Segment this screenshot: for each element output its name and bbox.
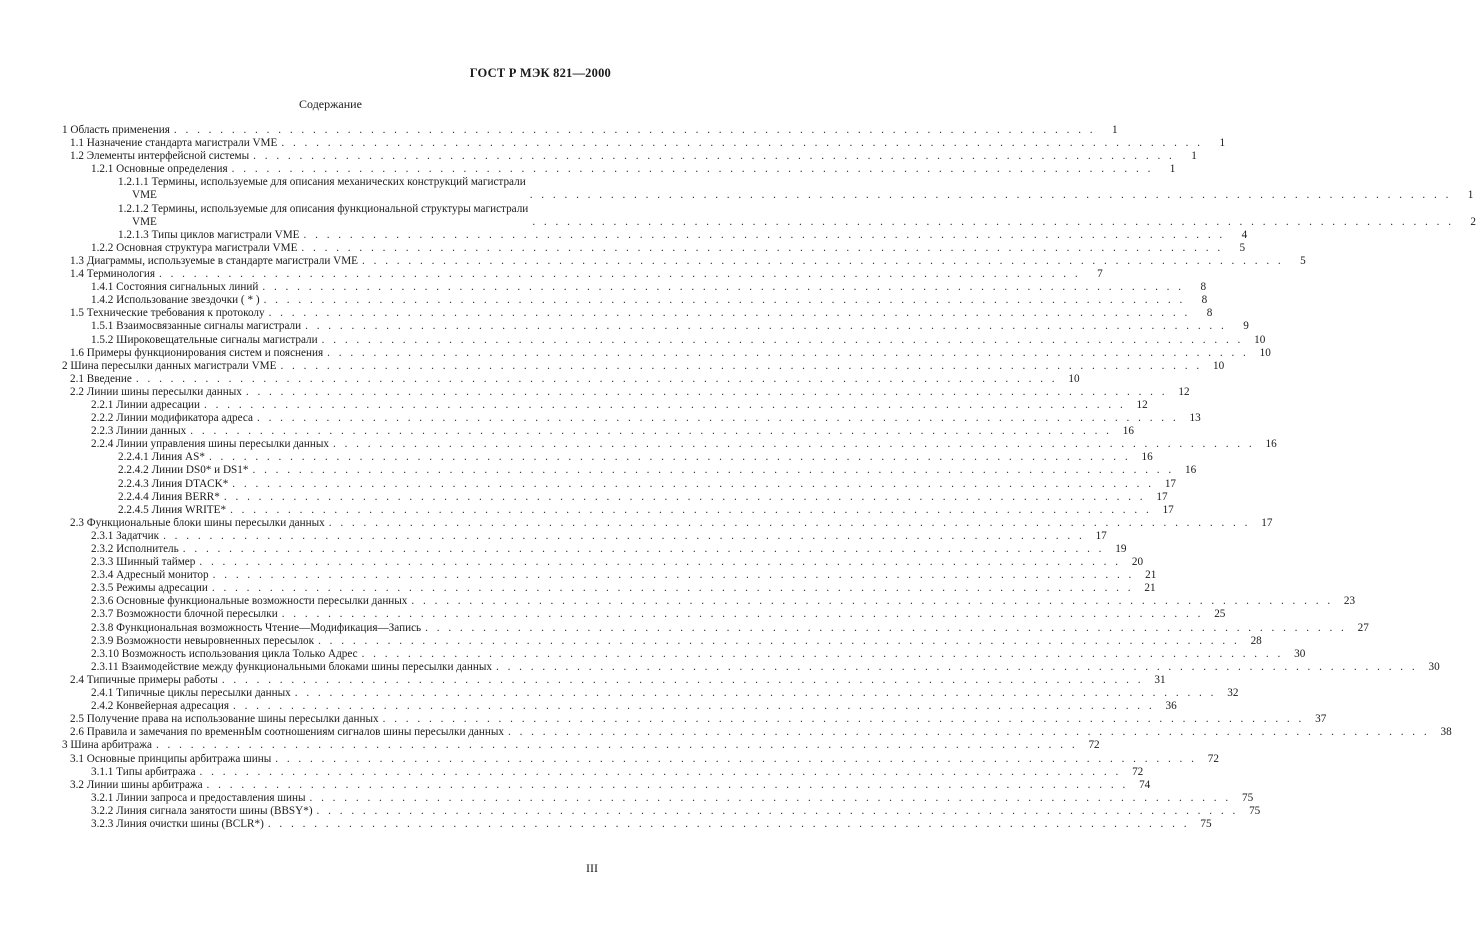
toc-entry-page: 72: [1132, 765, 1144, 778]
toc-entry-title: 1.3 Диаграммы, используемые в стандарте магистрали VME: [70, 254, 359, 267]
dot-leader: . . . . . . . . . . . . . . . . . . . . . . . . . . . . . . . . . . . . . . . . . . . . . . . . . . . . . . . . . . . . . . . . . . . . . . . . . . . . . . . .: [230, 503, 1152, 516]
dot-leader: . . . . . . . . . . . . . . . . . . . . . . . . . . . . . . . . . . . . . . . . . . . . . . . . . . . . . . . . . . . . . . . . . . . . . . . . . . . . . . . .: [321, 333, 1244, 346]
page-number: III: [586, 861, 598, 875]
dot-leader: . . . . . . . . . . . . . . . . . . . . . . . . . . . . . . . . . . . . . . . . . . . . . . . . . . . . . . . . . . . . . . . . . . . . . . . . . . . . . . . .: [328, 516, 1251, 529]
toc-entry: [62, 516, 1273, 530]
toc-entry: [62, 412, 1201, 425]
dot-leader: . . . . . . . . . . . . . . . . . . . . . . . . . . . . . . . . . . . . . . . . . . . . . . . . . . . . . . . . . . . . . . . . . . . . . . . . . . . . . . . .: [173, 124, 1096, 136]
toc-entry-title: 2.3.10 Возможность использования цикла Только Адрес: [91, 647, 358, 660]
toc-entry-page: 17: [1164, 477, 1176, 490]
toc-entry-page: 1: [1219, 137, 1226, 150]
toc-entry: [62, 543, 1127, 556]
toc-entry-page: 75: [1200, 817, 1212, 830]
toc-entry: [62, 333, 1266, 347]
toc-entry-page: 12: [1178, 385, 1190, 398]
dot-leader: . . . . . . . . . . . . . . . . . . . . . . . . . . . . . . . . . . . . . . . . . . . . . . . . . . . . . . . . . . . . . . . . . . . . . . . . . . . . . . . .: [332, 438, 1255, 451]
toc-entry-page: 21: [1144, 582, 1156, 595]
toc-entry-title: 2.3.9 Возможности невыровненных пересылок: [91, 634, 315, 647]
toc-entry-page: 1: [1111, 124, 1118, 136]
dot-leader: . . . . . . . . . . . . . . . . . . . . . . . . . . . . . . . . . . . . . . . . . . . . . . . . . . . . . . . . . . . . . . . . . . . . . . . . . . . . . . . .: [212, 569, 1135, 582]
toc-entry-page: 5: [1300, 254, 1306, 267]
toc-entry-title: 3.2.1 Линии запроса и предоставления шины: [91, 791, 306, 804]
toc-entry-page: 10: [1259, 346, 1271, 359]
toc-entry-text: [91, 425, 188, 438]
toc-entry-text: [91, 766, 198, 779]
toc-entry: [62, 817, 1212, 831]
toc-entry-text: [91, 805, 315, 818]
toc-entry: [62, 202, 1476, 229]
toc-entry-text: [91, 648, 360, 661]
toc-entry-page: 72: [1088, 739, 1100, 752]
toc-entry: [62, 595, 1356, 608]
toc-entry-page: 27: [1357, 621, 1369, 634]
toc-entry-title: 1.2.1 Основные определения: [91, 163, 228, 176]
toc-entry-text: [70, 726, 506, 739]
document-header: ГОСТ Р МЭК 821—2000: [469, 66, 611, 80]
toc-entry-title: 2.2.4.5 Линия WRITE*: [118, 503, 227, 516]
toc-entry-text: [91, 635, 316, 648]
dot-leader: . . . . . . . . . . . . . . . . . . . . . . . . . . . . . . . . . . . . . . . . . . . . . . . . . . . . . . . . . . . . . . . . . . . . . . . . . . . . . . . .: [425, 621, 1347, 634]
dot-leader: . . . . . . . . . . . . . . . . . . . . . . . . . . . . . . . . . . . . . . . . . . . . . . . . . . . . . . . . . . . . . . . . . . . . . . . . . . . . . . . .: [256, 412, 1179, 425]
toc-entry-text: [91, 412, 255, 425]
toc-entry-text: [91, 163, 230, 176]
toc-entry: [62, 752, 1219, 766]
toc-entry-text: [91, 818, 266, 831]
toc-entry-title: 1 Область применения: [62, 124, 170, 136]
toc-entry-page: 37: [1315, 713, 1327, 726]
toc-entry-text: [91, 792, 307, 805]
toc-entry: [62, 398, 1148, 412]
toc-entry-title: 2.2.4.2 Линии DS0* и DS1*: [118, 464, 249, 477]
toc-entry: [62, 438, 1277, 451]
toc-entry: [62, 765, 1144, 779]
toc-entry-text: [91, 543, 181, 556]
toc-entry-text: [70, 347, 325, 360]
dot-leader: . . . . . . . . . . . . . . . . . . . . . . . . . . . . . . . . . . . . . . . . . . . . . . . . . . . . . . . . . . . . . . . . . . . . . . . . . . . . . . . .: [232, 477, 1154, 490]
toc-entry-text: [91, 595, 409, 608]
toc-entry-text: [91, 334, 320, 347]
toc-entry-text: [91, 608, 280, 621]
dot-leader: . . . . . . . . . . . . . . . . . . . . . . . . . . . . . . . . . . . . . . . . . . . . . . . . . . . . . . . . . . . . . . . . . . . . . . . . . . . . . . . .: [309, 791, 1232, 804]
toc-entry-title: 2.2.4.1 Линия AS*: [118, 451, 205, 464]
toc-entry-text: [91, 320, 303, 333]
toc-entry-title: 2.3.7 Возможности блочной пересылки: [91, 608, 278, 621]
toc-entry-page: 16: [1141, 451, 1153, 464]
toc-entry-title: 2.2.1 Линии адресации: [91, 398, 201, 411]
toc-entry: [62, 726, 1452, 739]
dot-leader: . . . . . . . . . . . . . . . . . . . . . . . . . . . . . . . . . . . . . . . . . . . . . . . . . . . . . . . . . . . . . . . . . . . . . . . . . . . . . . . .: [190, 425, 1112, 438]
toc-entry-text: [70, 307, 267, 320]
toc-entry-text: [70, 137, 279, 150]
toc-entry: [62, 673, 1166, 687]
toc-entry-text: [62, 739, 154, 752]
toc-entry-title: 2 Шина пересылки данных магистрали VME: [62, 359, 277, 372]
toc-entry-text: [70, 268, 157, 281]
toc-entry-title: 2.4.1 Типичные циклы пересылки данных: [91, 687, 291, 700]
toc-entry-title: 1.2.1.1 Термины, используемые для описания механических конструкций магистрали: [118, 176, 526, 189]
toc-entry: [62, 124, 1118, 137]
toc-entry-page: 20: [1131, 556, 1144, 569]
toc-entry-text: [118, 451, 207, 464]
dot-leader: . . . . . . . . . . . . . . . . . . . . . . . . . . . . . . . . . . . . . . . . . . . . . . . . . . . . . . . . . . . . . . . . . . . . . . . . . . . . . . . .: [263, 294, 1186, 307]
toc-entry-page: 31: [1154, 673, 1166, 686]
toc-entry: [62, 294, 1208, 307]
toc-entry: [62, 621, 1369, 635]
toc-entry-page: 72: [1207, 752, 1219, 765]
toc-entry-title: 3.1.1 Типы арбитража: [91, 765, 196, 778]
toc-entry-page: 38: [1440, 726, 1452, 739]
toc-entry-title: 2.1 Введение: [70, 372, 132, 385]
toc-entry-page: 1: [1169, 163, 1176, 176]
toc-entry-title: 2.3 Функциональные блоки шины пересылки данных: [70, 516, 325, 529]
toc-entry: [62, 490, 1168, 504]
toc-entry-page: 13: [1189, 412, 1201, 425]
toc-entry-title: 2.2.4.4 Линия BERR*: [118, 490, 220, 503]
dot-leader: . . . . . . . . . . . . . . . . . . . . . . . . . . . . . . . . . . . . . . . . . . . . . . . . . . . . . . . . . . . . . . . . . . . . . . . . . . . . . . . .: [199, 765, 1122, 778]
toc-entry-page: 25: [1214, 608, 1226, 621]
toc-entry-title: 1.2.1.2 Термины, используемые для описания функциональной структуры магистрали: [118, 202, 529, 215]
dot-leader: . . . . . . . . . . . . . . . . . . . . . . . . . . . . . . . . . . . . . . . . . . . . . . . . . . . . . . . . . . . . . . . . . . . . . . . . . . . . . . . .: [158, 268, 1081, 281]
toc-entry-page: 4: [1241, 228, 1248, 241]
dot-leader: . . . . . . . . . . . . . . . . . . . . . . . . . . . . . . . . . . . . . . . . . . . . . . . . . . . . . . . . . . . . . . . . . . . . . . . . . . . . . . . .: [281, 608, 1204, 621]
toc-entry-page: 10: [1068, 372, 1080, 385]
toc-entry-text: [62, 360, 278, 373]
toc-entry: [62, 713, 1327, 726]
toc-entry-text: [118, 464, 250, 477]
dot-leader: . . . . . . . . . . . . . . . . . . . . . . . . . . . . . . . . . . . . . . . . . . . . . . . . . . . . . . . . . . . . . . . . . . . . . . . . . . . . . . . .: [253, 150, 1175, 163]
toc-entry-title: 1.5 Технические требования к протоколу: [70, 307, 265, 320]
dot-leader: . . . . . . . . . . . . . . . . . . . . . . . . . . . . . . . . . . . . . . . . . . . . . . . . . . . . . . . . . . . . . . . . . . . . . . . . . . . . . . . .: [305, 320, 1227, 333]
toc-entry: [62, 346, 1271, 360]
toc-entry-page: 16: [1122, 425, 1134, 438]
toc-entry: [62, 778, 1151, 792]
dot-leader: . . . . . . . . . . . . . . . . . . . . . . . . . . . . . . . . . . . . . . . . . . . . . . . . . . . . . . . . . . . . . . . . . . . . . . . . . . . . . . . .: [262, 281, 1185, 294]
toc-entry-title: 2.2.4.3 Линия DTACK*: [118, 477, 229, 490]
dot-leader: . . . . . . . . . . . . . . . . . . . . . . . . . . . . . . . . . . . . . . . . . . . . . . . . . . . . . . . . . . . . . . . . . . . . . . . . . . . . . . . .: [361, 647, 1284, 660]
toc-entry: [62, 359, 1225, 373]
toc-entry-title: 1.2.1.3 Типы циклов магистрали VME: [118, 228, 300, 241]
toc-entry-page: 10: [1254, 333, 1266, 346]
toc-entry-text: [91, 622, 423, 635]
toc-entry-title: 3.1 Основные принципы арбитража шины: [70, 752, 272, 765]
toc-entry-text: [118, 229, 302, 242]
dot-leader: . . . . . . . . . . . . . . . . . . . . . . . . . . . . . . . . . . . . . . . . . . . . . . . . . . . . . . . . . . . . . . . . . . . . . . . . . . . . . . . .: [231, 163, 1154, 176]
toc-entry-page: 16: [1184, 464, 1197, 477]
toc-entry: [62, 660, 1440, 674]
toc-entry-page: 9: [1243, 320, 1249, 333]
toc-entry: [62, 687, 1239, 700]
toc-entry-text: [70, 150, 251, 163]
toc-entry-text: [91, 294, 262, 307]
dot-leader: . . . . . . . . . . . . . . . . . . . . . . . . . . . . . . . . . . . . . . . . . . . . . . . . . . . . . . . . . . . . . . . . . . . . . . . . . . . . . . . .: [206, 778, 1129, 791]
toc-entry-page: 2: [1470, 215, 1476, 228]
dot-leader: . . . . . . . . . . . . . . . . . . . . . . . . . . . . . . . . . . . . . . . . . . . . . . . . . . . . . . . . . . . . . . . . . . . . . . . . . . . . . . . .: [327, 346, 1249, 359]
toc-entry-text: [62, 124, 172, 137]
toc-entry: [62, 477, 1176, 491]
toc-entry-page: 75: [1249, 804, 1261, 817]
toc-entry-page: 5: [1239, 241, 1246, 254]
toc-entry-text: [91, 438, 331, 451]
toc-entry-text: [70, 255, 360, 268]
dot-leader: . . . . . . . . . . . . . . . . . . . . . . . . . . . . . . . . . . . . . . . . . . . . . . . . . . . . . . . . . . . . . . . . . . . . . . . . . . . . . . . .: [163, 529, 1085, 542]
dot-leader: . . . . . . . . . . . . . . . . . . . . . . . . . . . . . . . . . . . . . . . . . . . . . . . . . . . . . . . . . . . . . . . . . . . . . . . . . . . . . . . .: [204, 398, 1126, 411]
toc-entry-title: 3.2.3 Линия очистки шины (BCLR*): [91, 817, 264, 830]
toc-entry-title: 1.4 Терминология: [70, 268, 155, 281]
toc-entry-page: 17: [1162, 503, 1174, 516]
toc-entry-page: 17: [1156, 490, 1168, 503]
toc-entry: [62, 254, 1306, 268]
toc-title: Содержание: [299, 97, 362, 111]
toc-entry-text: [118, 504, 228, 517]
toc-entry: [62, 163, 1176, 176]
toc-entry-title: 2.3.6 Основные функциональные возможности пересылки данных: [91, 595, 408, 608]
toc-entry: [62, 137, 1226, 150]
toc-entry-text: [91, 556, 197, 569]
dot-leader: . . . . . . . . . . . . . . . . . . . . . . . . . . . . . . . . . . . . . . . . . . . . . . . . . . . . . . . . . . . . . . . . . . . . . . . . . . . . . . . .: [267, 817, 1190, 830]
toc-entry-text: [118, 478, 230, 491]
toc-entry: [62, 529, 1107, 543]
toc-entry-title: 1.4.2 Использование звездочки ( * ): [91, 294, 260, 307]
dot-leader: . . . . . . . . . . . . . . . . . . . . . . . . . . . . . . . . . . . . . . . . . . . . . . . . . . . . . . . . . . . . . . . . . . . . . . . . . . . . . . . .: [495, 660, 1418, 673]
toc-entry-text: [91, 399, 202, 412]
toc-entry: [62, 451, 1153, 464]
toc-entry: [62, 569, 1157, 582]
toc-entry-title: 3.2.2 Линия сигнала занятости шины (BBSY*): [91, 804, 313, 817]
toc-entry-text: [91, 687, 293, 700]
toc-entry: [62, 307, 1213, 320]
toc-entry-page: 1: [1467, 189, 1474, 202]
toc-entry-page: 12: [1136, 398, 1148, 411]
dot-leader: . . . . . . . . . . . . . . . . . . . . . . . . . . . . . . . . . . . . . . . . . . . . . . . . . . . . . . . . . . . . . . . . . . . . . . . . . . . . . . . .: [245, 385, 1168, 398]
toc-entry-title: 1.2.2 Основная структура магистрали VME: [91, 241, 298, 254]
toc-entry-title: 1.4.1 Состояния сигнальных линий: [91, 281, 259, 294]
toc-entry-page: 16: [1265, 438, 1277, 451]
dot-leader: . . . . . . . . . . . . . . . . . . . . . . . . . . . . . . . . . . . . . . . . . . . . . . . . . . . . . . . . . . . . . . . . . . . . . . . . . . . . . . . .: [318, 634, 1240, 647]
toc-entry: [62, 268, 1103, 281]
dot-leader: . . . . . . . . . . . . . . . . . . . . . . . . . . . . . . . . . . . . . . . . . . . . . . . . . . . . . . . . . . . . . . . . . . . . . . . . . . . . . . . .: [316, 804, 1239, 817]
dot-leader: . . . . . . . . . . . . . . . . . . . . . . . . . . . . . . . . . . . . . . . . . . . . . . . . . . . . . . . . . . . . . . . . . . . . . . . . . . . . . . . .: [275, 752, 1197, 765]
toc-entry-title: 2.3.11 Взаимодействие между функциональными блоками шины пересылки данных: [91, 660, 492, 673]
toc-entry-title: 2.4 Типичные примеры работы: [70, 673, 218, 686]
toc-entry-page: 74: [1139, 778, 1151, 791]
dot-leader: . . . . . . . . . . . . . . . . . . . . . . . . . . . . . . . . . . . . . . . . . . . . . . . . . . . . . . . . . . . . . . . . . . . . . . . . . . . . . . . .: [208, 451, 1131, 464]
toc-entry-page: 23: [1343, 595, 1356, 608]
toc-entry-text: [118, 491, 222, 504]
toc-entry-title: 2.4.2 Конвейерная адресация: [91, 700, 229, 713]
toc-entry-page: 32: [1227, 687, 1239, 700]
toc-entry-text: [91, 281, 260, 294]
toc-entry: [62, 385, 1190, 399]
toc-entry-title: 2.2.4 Линии управления шины пересылки данных: [91, 438, 329, 451]
dot-leader: . . . . . . . . . . . . . . . . . . . . . . . . . . . . . . . . . . . . . . . . . . . . . . . . . . . . . . . . . . . . . . . . . . . . . . . . . . . . . . . .: [532, 215, 1455, 228]
toc-entry-text: [70, 779, 205, 792]
toc-entry-title-continuation: VME: [132, 215, 157, 228]
toc-entry-page: 8: [1206, 307, 1213, 320]
dot-leader: . . . . . . . . . . . . . . . . . . . . . . . . . . . . . . . . . . . . . . . . . . . . . . . . . . . . . . . . . . . . . . . . . . . . . . . . . . . . . . . .: [382, 713, 1305, 726]
toc-entry-page: 28: [1250, 634, 1262, 647]
toc-entry-title: 2.2 Линии шины пересылки данных: [70, 385, 242, 398]
dot-leader: . . . . . . . . . . . . . . . . . . . . . . . . . . . . . . . . . . . . . . . . . . . . . . . . . . . . . . . . . . . . . . . . . . . . . . . . . . . . . . . .: [280, 359, 1203, 372]
toc-entry-title: 2.5 Получение права на использование шины пересылки данных: [70, 713, 379, 726]
toc-entry-text: [70, 517, 327, 530]
toc-entry: [62, 241, 1246, 255]
toc-entry-title: 3 Шина арбитража: [62, 739, 152, 752]
toc-entry-page: 30: [1428, 660, 1440, 673]
toc-entry-page: 10: [1212, 359, 1225, 372]
dot-leader: . . . . . . . . . . . . . . . . . . . . . . . . . . . . . . . . . . . . . . . . . . . . . . . . . . . . . . . . . . . . . . . . . . . . . . . . . . . . . . . .: [182, 543, 1105, 555]
toc-entry-page: 75: [1242, 791, 1254, 804]
dot-leader: . . . . . . . . . . . . . . . . . . . . . . . . . . . . . . . . . . . . . . . . . . . . . . . . . . . . . . . . . . . . . . . . . . . . . . . . . . . . . . . .: [303, 228, 1226, 241]
toc-entry-text: [70, 753, 273, 766]
toc-entry: [62, 372, 1080, 386]
toc-entry: [62, 281, 1207, 294]
toc-entry-title: 2.2.3 Линии данных: [91, 425, 187, 438]
toc-entry-page: 36: [1165, 700, 1177, 713]
toc-entry: [62, 739, 1100, 752]
toc-entry: [62, 425, 1134, 438]
toc-entry-text: [70, 373, 134, 386]
toc-entry-title-continuation: VME: [132, 189, 157, 202]
toc-entry-title: 2.3.3 Шинный таймер: [91, 556, 196, 569]
toc-entry-title: 1.5.2 Широковещательные сигналы магистрали: [91, 333, 318, 346]
toc-entry: [62, 608, 1226, 621]
toc-entry: [62, 700, 1177, 713]
toc-entry: [62, 464, 1197, 477]
dot-leader: . . . . . . . . . . . . . . . . . . . . . . . . . . . . . . . . . . . . . . . . . . . . . . . . . . . . . . . . . . . . . . . . . . . . . . . . . . . . . . . .: [362, 254, 1284, 267]
toc-entry: [62, 556, 1144, 569]
toc-entry-text: [91, 569, 211, 582]
toc-entry: [62, 791, 1254, 805]
toc-entry-title: 2.6 Правила и замечания по временнЫм соотношениям сигналов шины пересылки данных: [70, 726, 504, 739]
toc-entry-page: 7: [1097, 268, 1103, 281]
toc-entry-title: 3.2 Линии шины арбитража: [70, 778, 203, 791]
toc-entry-page: 17: [1095, 529, 1107, 542]
toc-entry-title: 2.3.4 Адресный монитор: [91, 569, 209, 582]
toc-entry-page: 30: [1294, 647, 1306, 660]
dot-leader: . . . . . . . . . . . . . . . . . . . . . . . . . . . . . . . . . . . . . . . . . . . . . . . . . . . . . . . . . . . . . . . . . . . . . . . . . . . . . . . .: [507, 726, 1430, 739]
toc-entry-title: 2.2.2 Линии модификатора адреса: [91, 412, 253, 425]
dot-leader: . . . . . . . . . . . . . . . . . . . . . . . . . . . . . . . . . . . . . . . . . . . . . . . . . . . . . . . . . . . . . . . . . . . . . . . . . . . . . . . .: [252, 464, 1175, 477]
dot-leader: . . . . . . . . . . . . . . . . . . . . . . . . . . . . . . . . . . . . . . . . . . . . . . . . . . . . . . . . . . . . . . . . . . . . . . . . . . . . . . . .: [223, 490, 1146, 503]
toc-entry: [62, 503, 1174, 517]
toc-entry-text: [91, 582, 210, 595]
dot-leader: . . . . . . . . . . . . . . . . . . . . . . . . . . . . . . . . . . . . . . . . . . . . . . . . . . . . . . . . . . . . . . . . . . . . . . . . . . . . . . . .: [155, 739, 1078, 752]
toc-entry-title: 1.6 Примеры функционирования систем и пояснения: [70, 346, 324, 359]
dot-leader: . . . . . . . . . . . . . . . . . . . . . . . . . . . . . . . . . . . . . . . . . . . . . . . . . . . . . . . . . . . . . . . . . . . . . . . . . . . . . . . .: [135, 372, 1058, 385]
toc-entry: [62, 804, 1261, 818]
toc-entry-title: 1.2 Элементы интерфейсной системы: [70, 150, 250, 163]
table-of-contents: [62, 124, 1476, 831]
toc-entry-page: 8: [1201, 294, 1208, 307]
dot-leader: . . . . . . . . . . . . . . . . . . . . . . . . . . . . . . . . . . . . . . . . . . . . . . . . . . . . . . . . . . . . . . . . . . . . . . . . . . . . . . . .: [221, 673, 1144, 686]
toc-entry-text: [70, 713, 381, 726]
toc-entry-page: 8: [1200, 281, 1207, 294]
dot-leader: . . . . . . . . . . . . . . . . . . . . . . . . . . . . . . . . . . . . . . . . . . . . . . . . . . . . . . . . . . . . . . . . . . . . . . . . . . . . . . . .: [529, 189, 1452, 202]
toc-entry-text: [70, 674, 220, 687]
toc-entry-title: 2.3.5 Режимы адресации: [91, 582, 208, 595]
dot-leader: . . . . . . . . . . . . . . . . . . . . . . . . . . . . . . . . . . . . . . . . . . . . . . . . . . . . . . . . . . . . . . . . . . . . . . . . . . . . . . . .: [232, 700, 1155, 713]
toc-entry: [62, 634, 1262, 648]
toc-entry-text: [91, 661, 494, 674]
dot-leader: . . . . . . . . . . . . . . . . . . . . . . . . . . . . . . . . . . . . . . . . . . . . . . . . . . . . . . . . . . . . . . . . . . . . . . . . . . . . . . . .: [294, 687, 1217, 700]
toc-entry: [62, 150, 1197, 163]
toc-entry-text: [70, 386, 244, 399]
dot-leader: . . . . . . . . . . . . . . . . . . . . . . . . . . . . . . . . . . . . . . . . . . . . . . . . . . . . . . . . . . . . . . . . . . . . . . . . . . . . . . . .: [211, 582, 1134, 595]
toc-entry-text: [91, 242, 299, 255]
toc-entry: [62, 647, 1306, 661]
dot-leader: . . . . . . . . . . . . . . . . . . . . . . . . . . . . . . . . . . . . . . . . . . . . . . . . . . . . . . . . . . . . . . . . . . . . . . . . . . . . . . . .: [199, 556, 1122, 569]
toc-entry-page: 19: [1115, 543, 1127, 555]
dot-leader: . . . . . . . . . . . . . . . . . . . . . . . . . . . . . . . . . . . . . . . . . . . . . . . . . . . . . . . . . . . . . . . . . . . . . . . . . . . . . . . .: [281, 137, 1204, 150]
toc-entry-page: 1: [1191, 150, 1197, 163]
toc-entry-text: [91, 530, 161, 543]
toc-entry-page: 21: [1145, 569, 1157, 582]
toc-entry-title: 1.1 Назначение стандарта магистрали VME: [70, 137, 278, 150]
toc-entry: [62, 228, 1248, 242]
dot-leader: . . . . . . . . . . . . . . . . . . . . . . . . . . . . . . . . . . . . . . . . . . . . . . . . . . . . . . . . . . . . . . . . . . . . . . . . . . . . . . . .: [411, 595, 1334, 608]
toc-entry-text: [91, 700, 231, 713]
toc-entry-title: 2.3.2 Исполнитель: [91, 543, 179, 555]
toc-entry: [62, 176, 1474, 202]
toc-entry-title: 1.5.1 Взаимосвязанные сигналы магистрали: [91, 320, 302, 333]
toc-entry-text: [118, 176, 528, 202]
toc-entry-title: 2.3.8 Функциональная возможность Чтение—Модификация—Запись: [91, 621, 422, 634]
toc-entry: [62, 320, 1249, 333]
toc-entry-title: 2.3.1 Задатчик: [91, 529, 160, 542]
dot-leader: . . . . . . . . . . . . . . . . . . . . . . . . . . . . . . . . . . . . . . . . . . . . . . . . . . . . . . . . . . . . . . . . . . . . . . . . . . . . . . . .: [301, 241, 1224, 254]
toc-entry: [62, 582, 1156, 595]
toc-entry-page: 17: [1261, 516, 1273, 529]
dot-leader: . . . . . . . . . . . . . . . . . . . . . . . . . . . . . . . . . . . . . . . . . . . . . . . . . . . . . . . . . . . . . . . . . . . . . . . . . . . . . . . .: [268, 307, 1191, 320]
toc-entry-text: [118, 203, 530, 229]
